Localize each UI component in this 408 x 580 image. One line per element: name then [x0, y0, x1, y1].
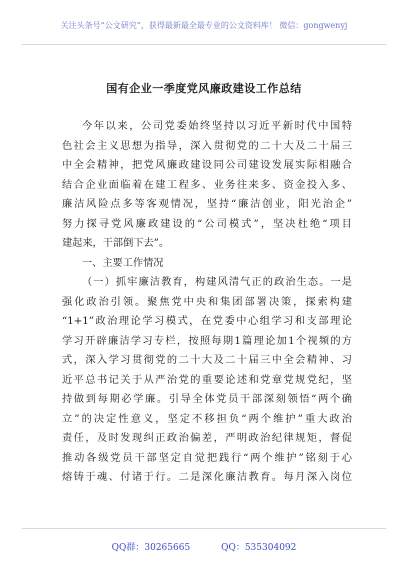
document-body [62, 117, 352, 488]
footer-contacts [0, 540, 408, 553]
document-title: 国有企业一季度党风廉政建设工作总结 [106, 82, 302, 95]
text-line: 结合企业面临着在建工程多、业务往来多、资金投入多、 [62, 179, 352, 191]
text-line: 今年以来，公司党委始终坚持以习近平新时代中国特 [82, 121, 352, 132]
footer-divider [22, 528, 386, 529]
text-line: 强化政治引领。聚焦党中央和集团部署决策，探索构建 [62, 296, 352, 308]
text-line: （一）抓牢廉洁教育，构建风清气正的政治生态。一是 [82, 277, 352, 288]
header-divider [22, 44, 386, 45]
text-line: 近平总书记关于从严治党的重要论述和党章党规党纪，坚 [62, 374, 352, 386]
text-line: 式，深入学习贯彻党的二十大及二十届三中全会精神、习 [62, 355, 352, 366]
footer-qq: QQ：535304092 [221, 543, 297, 553]
text-line: 努力探寻党风廉政建设的“公司模式”，坚决杜绝“项目 [62, 218, 352, 230]
paragraph-work [62, 273, 352, 488]
text-line: 责任，及时发现纠正政治偏差，严明政治纪律规矩，督促 [62, 433, 352, 444]
text-line: 立”的决定性意义，坚定不移担负“两个维护”重大政治 [62, 413, 352, 425]
top-banner: 关注头条号“公文研究”，获得最新最全最专业的公文资料库！ 微信：gongwenyj [60, 21, 348, 30]
text-line: 推动各级党员干部坚定自觉把践行“两个维护”铭刻于心 [62, 452, 352, 464]
text-line: 学习开辟廉洁学习专栏，按照每期1篇理论加1个视频的方 [62, 335, 352, 347]
text-line: 廉洁风险点多等客观情况，坚持“廉洁创业，阳光治企” [62, 199, 352, 210]
paragraph-intro [62, 117, 352, 254]
footer-qq-group: QQ群：30265665 [111, 543, 191, 553]
text-line: 色社会主义思想为指导，深入贯彻党的二十大及二十届三 [62, 140, 352, 152]
text-line: 熔铸于魂、付诸于行。二是深化廉洁教育。每月深入岗位 [62, 472, 352, 483]
text-line: 建起来，干部倒下去”。 [62, 238, 170, 249]
text-line: “1+1”政治理论学习模式，在党委中心组学习和支部理论 [62, 316, 352, 327]
section-heading: 一、主要工作情况 [82, 257, 164, 269]
text-line: 持做到每期必学廉。引导全体党员干部深刻领悟“两个确 [62, 394, 352, 405]
text-line: 中全会精神，把党风廉政建设同公司建设发展实际相融合 [62, 160, 352, 171]
